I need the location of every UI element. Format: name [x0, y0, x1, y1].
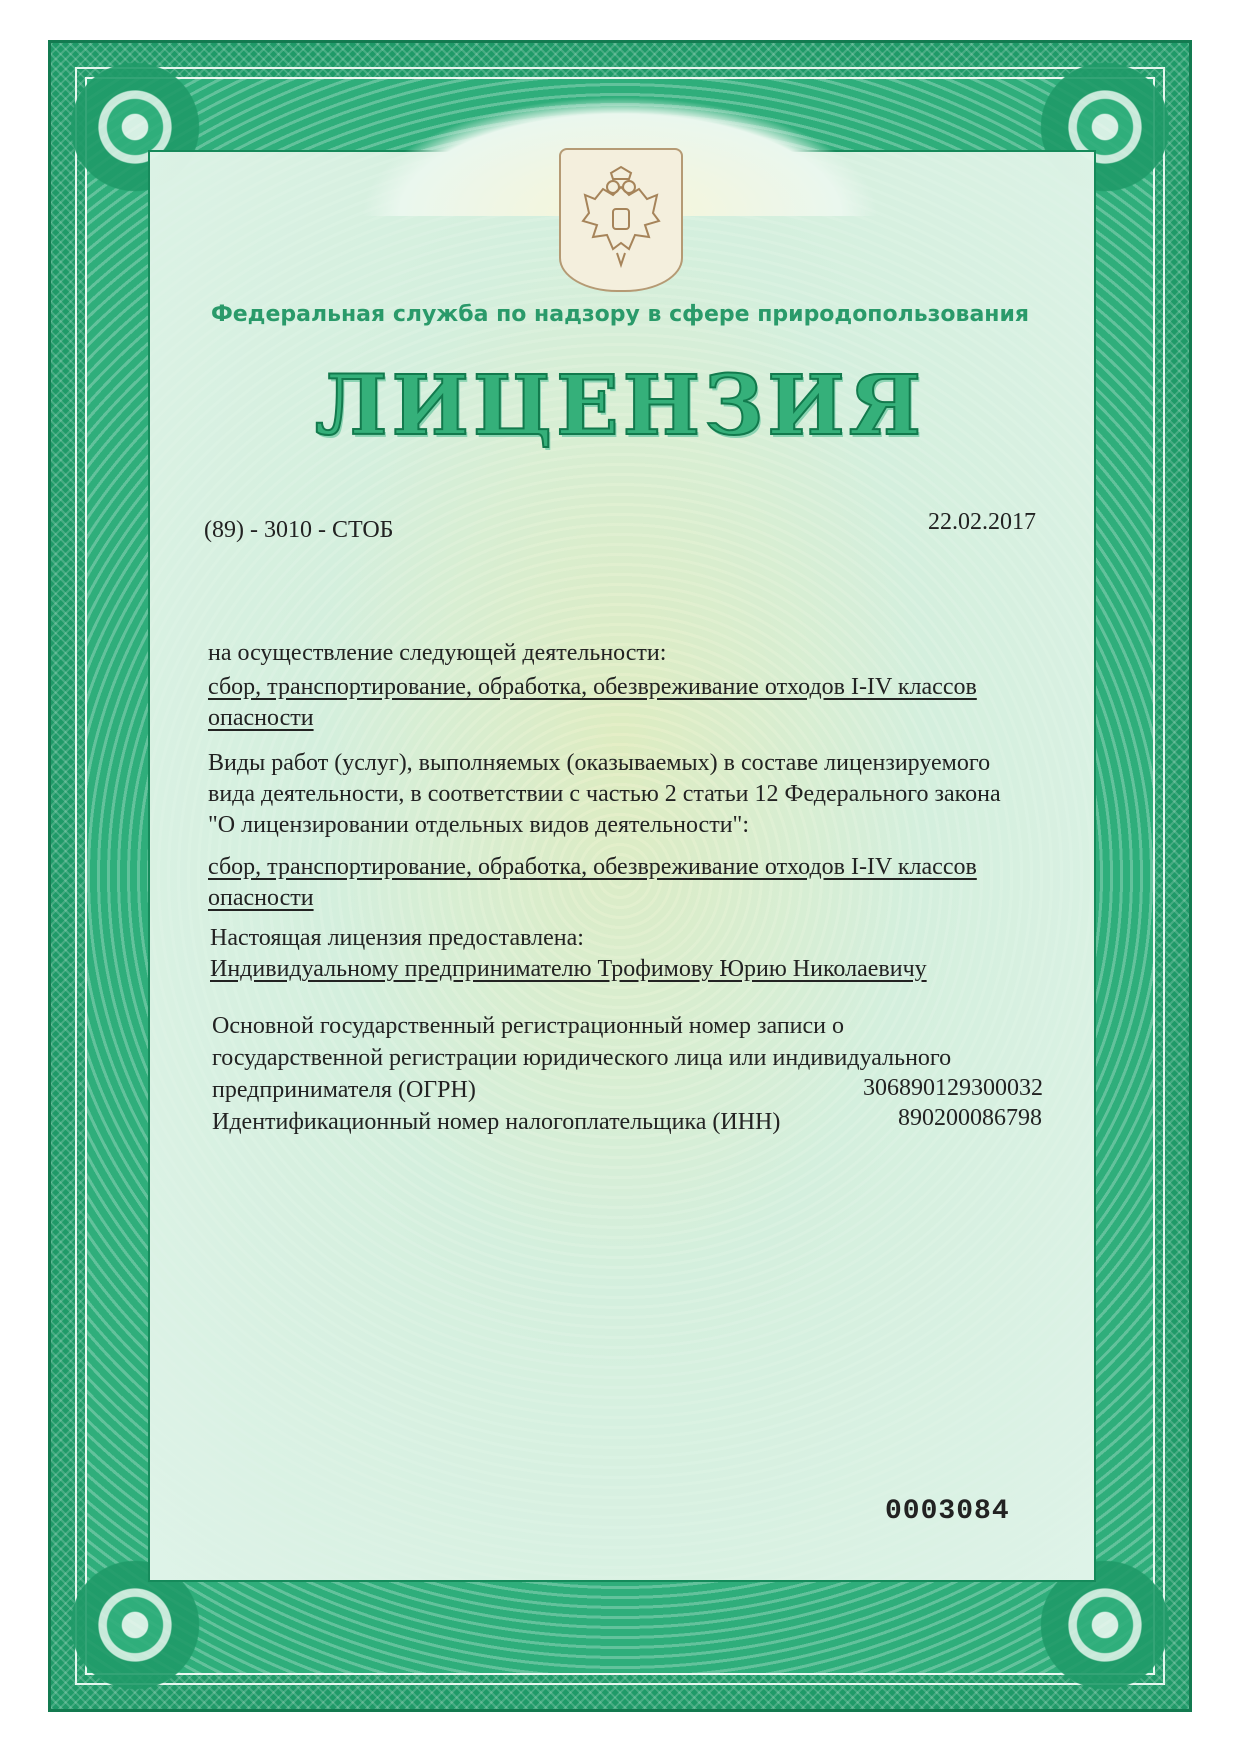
- document-title: ЛИЦЕНЗИЯ: [314, 358, 926, 454]
- works-value-line2: опасности: [208, 885, 314, 911]
- works-label-line2: вида деятельности, в соответствии с частью 2 статьи 12 Федерального закона: [208, 781, 1001, 807]
- ogrn-label-line1: Основной государственный регистрационный номер записи о: [212, 1013, 845, 1039]
- inn-label: Идентификационный номер налогоплательщика (ИНН): [212, 1109, 781, 1135]
- works-label-line3: "О лицензировании отдельных видов деятельности":: [208, 812, 749, 838]
- activity-label: на осуществление следующей деятельности:: [208, 640, 667, 666]
- grantee-value: Индивидуальному предпринимателю Трофимову Юрию Николаевичу: [210, 956, 927, 982]
- ogrn-value: 306890129300032: [863, 1075, 1043, 1101]
- grantee-label: Настоящая лицензия предоставлена:: [210, 925, 584, 951]
- works-value-line1: сбор, транспортирование, обработка, обезвреживание отходов I-IV классов: [208, 854, 977, 880]
- license-number: (89) - 3010 - СТОБ: [204, 517, 394, 543]
- activity-value-line2: опасности: [208, 705, 314, 731]
- double-headed-eagle-icon: [559, 148, 683, 292]
- license-date: 22.02.2017: [928, 509, 1036, 535]
- works-label-line1: Виды работ (услуг), выполняемых (оказываемых) в составе лицензируемого: [208, 750, 991, 776]
- activity-value-line1: сбор, транспортирование, обработка, обезвреживание отходов I-IV классов: [208, 674, 977, 700]
- ogrn-label-line3: предпринимателя (ОГРН): [212, 1077, 476, 1103]
- ogrn-label-line2: государственной регистрации юридического лица или индивидуального: [212, 1045, 952, 1071]
- eagle-emblem-drawing: [573, 165, 669, 275]
- agency-name: Федеральная служба по надзору в сфере природопользования: [210, 302, 1030, 327]
- blank-serial-number: 0003084: [885, 1496, 1010, 1527]
- inn-value: 890200086798: [898, 1105, 1042, 1131]
